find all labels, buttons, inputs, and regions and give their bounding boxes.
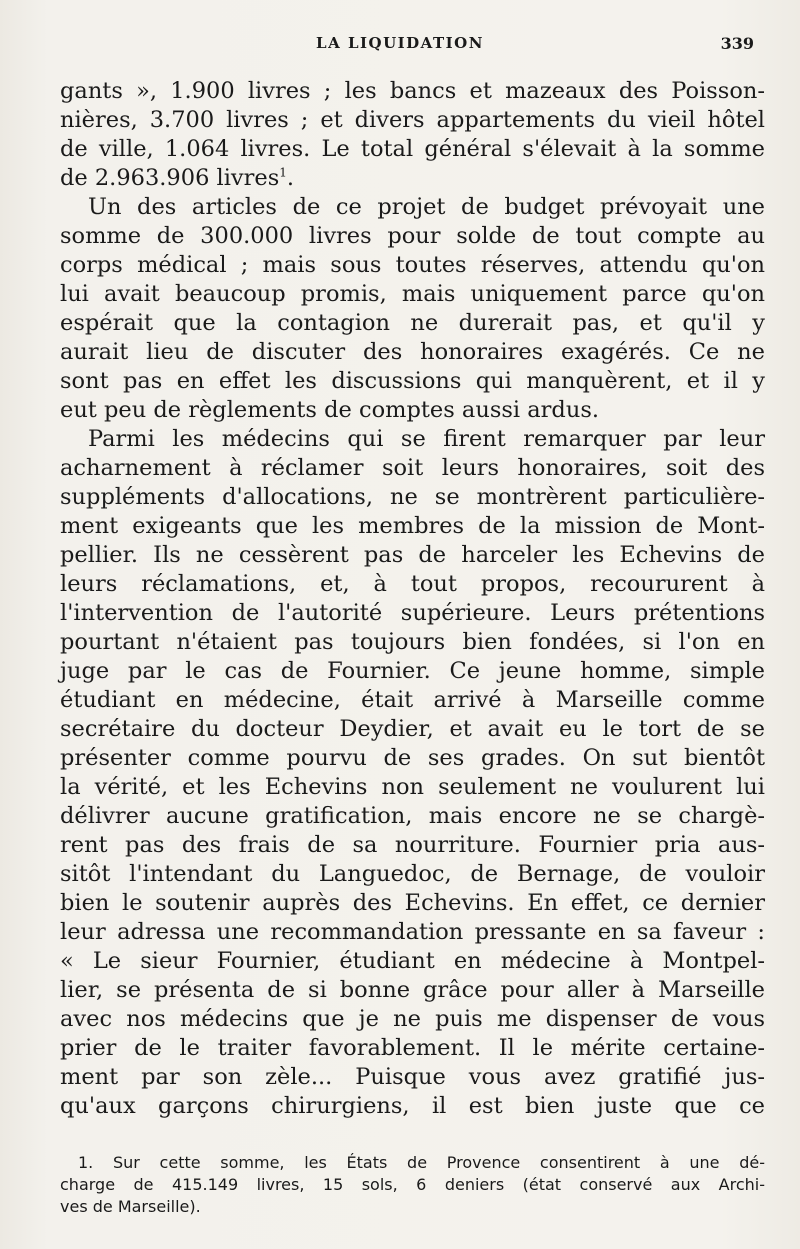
text-line: la vérité, et les Echevins non seulement ne voulurent lui [60,774,765,800]
text-line: somme de 300.000 livres pour solde de tout compte au [60,223,765,249]
quote-line: « Le sieur Fournier, étudiant en médecine à Montpel- [60,948,765,974]
text-line: espérait que la contagion ne durerait pas, et qu'il y [60,310,765,336]
text-line: leur adressa une recommandation pressante en sa faveur : [60,919,765,945]
text-line: pellier. Ils ne cessèrent pas de harceler les Echevins de [60,542,765,568]
footnote-line: charge de 415.149 livres, 15 sols, 6 deniers (état conservé aux Archi- [60,1175,765,1194]
text-line: secrétaire du docteur Deydier, et avait eu le tort de se [60,716,765,742]
quote-line: prier de le traiter favorablement. Il le mérite certaine- [60,1035,765,1061]
text-line: aurait lieu de discuter des honoraires exagérés. Ce ne [60,339,765,365]
quote-line: lier, se présenta de si bonne grâce pour aller à Marseille [60,977,765,1003]
text-line-content: de 2.963.906 livres [60,165,280,191]
text-line: de ville, 1.064 livres. Le total général s'élevait à la somme [60,136,765,162]
paragraph-first-line: Un des articles de ce projet de budget prévoyait une [88,194,765,220]
footnote-reference: 1 [279,165,287,180]
body-text [60,77,765,1121]
text-line: lui avait beaucoup promis, mais uniquement parce qu'on [60,281,765,307]
text-line: acharnement à réclamer soit leurs honoraires, soit des [60,455,765,481]
text-line: juge par le cas de Fournier. Ce jeune homme, simple [60,658,765,684]
quote-line: avec nos médecins que je ne puis me dispenser de vous [60,1006,765,1032]
text-line: corps médical ; mais sous toutes réserves, attendu qu'on [60,252,765,278]
text-line: pourtant n'étaient pas toujours bien fondées, si l'on en [60,629,765,655]
paragraph-first-line: Parmi les médecins qui se firent remarquer par leur [88,426,765,452]
footnote-line: 1. Sur cette somme, les États de Provence consentirent à une dé- [78,1153,765,1172]
running-title: LA LIQUIDATION [316,34,484,52]
text-line: sont pas en effet les discussions qui manquèrent, et il y [60,368,765,394]
text-line: rent pas des frais de sa nourriture. Fournier pria aus- [60,832,765,858]
page-header [0,32,800,60]
text-line: ment exigeants que les membres de la mission de Mont- [60,513,765,539]
footnote [60,1152,765,1218]
text-line: sitôt l'intendant du Languedoc, de Bernage, de vouloir [60,861,765,887]
text-line: gants », 1.900 livres ; les bancs et mazeaux des Poisson- [60,78,765,104]
quote-line: qu'aux garçons chirurgiens, il est bien juste que ce [60,1093,765,1119]
text-line: suppléments d'allocations, ne se montrèrent particulière- [60,484,765,510]
text-line-end: . [286,165,295,191]
text-line: nières, 3.700 livres ; et divers appartements du vieil hôtel [60,107,765,133]
text-line: étudiant en médecine, était arrivé à Marseille comme [60,687,765,713]
quote-line: ment par son zèle... Puisque vous avez gratifié jus- [60,1064,765,1090]
text-line: présenter comme pourvu de ses grades. On sut bientôt [60,745,765,771]
text-line: leurs réclamations, et, à tout propos, recoururent à [60,571,765,597]
text-line: eut peu de règlements de comptes aussi ardus. [60,397,600,423]
text-line: l'intervention de l'autorité supérieure. Leurs prétentions [60,600,765,626]
text-line: délivrer aucune gratification, mais encore ne se chargè- [60,803,765,829]
text-line [60,164,765,193]
page-number: 339 [720,34,754,53]
text-line: bien le soutenir auprès des Echevins. En effet, ce dernier [60,890,765,916]
footnote-line: ves de Marseille). [60,1197,201,1216]
